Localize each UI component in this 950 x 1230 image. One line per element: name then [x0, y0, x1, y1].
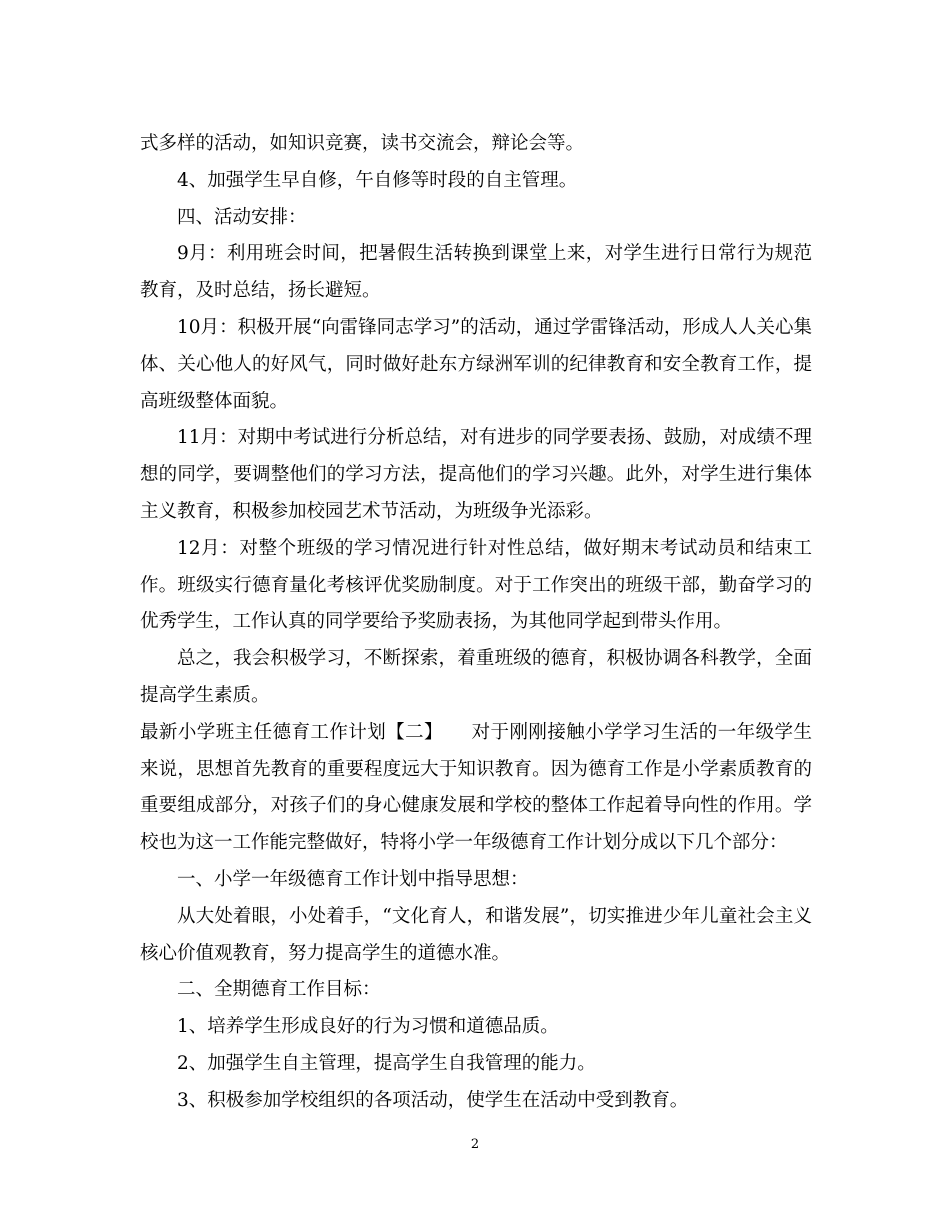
paragraph-2: 4、加强学生早自修，午自修等时段的自主管理。	[177, 169, 578, 191]
paragraph-plan-two-intro: 最新小学班主任德育工作计划【二】 对于刚刚接触小学学习生活的一年级学生来说，思想首先教育的重要程度远大于知识教育。因为德育工作是小学素质教育的重要组成部分，对孩子们的身心健康发展和学校的整体工作起着导向性的作用。学校也为这一工作能完整做好，特将小学一年级德育工作计划分成以下几个部分：	[140, 721, 812, 854]
paragraph-summary: 总之，我会积极学习，不断探索，着重班级的德育，积极协调各科教学，全面提高学生素质。	[140, 648, 812, 706]
goal-item-1: 1、培养学生形成良好的行为习惯和道德品质。	[177, 1016, 559, 1038]
goal-item-2: 2、加强学生自主管理，提高学生自我管理的能力。	[177, 1052, 596, 1074]
page-number: 2	[470, 1137, 480, 1152]
paragraph-november: 11月：对期中考试进行分析总结，对有进步的同学要表扬、鼓励，对成绩不理想的同学，要调整他们的学习方法，提高他们的学习兴趣。此外，对学生进行集体主义教育，积极参加校园艺术节活动，为班级争光添彩。	[140, 427, 812, 522]
paragraph-december: 12月：对整个班级的学习情况进行针对性总结，做好期末考试动员和结束工作。班级实行德育量化考核评优奖励制度。对于工作突出的班级干部，勤奋学习的优秀学生，工作认真的同学要给予奖励表扬，为其他同学起到带头作用。	[140, 537, 812, 633]
section-heading-guiding-ideology: 一、小学一年级德育工作计划中指导思想：	[177, 868, 529, 890]
paragraph-1: 式多样的活动，如知识竞赛，读书交流会，辩论会等。	[140, 133, 585, 154]
paragraph-september: 9月：利用班会时间，把暑假生活转换到课堂上来，对学生进行日常行为规范教育，及时总结，扬长避短。	[140, 243, 812, 302]
goal-item-3: 3、积极参加学校组织的各项活动，使学生在活动中受到教育。	[177, 1089, 689, 1111]
paragraph-october: 10月：积极开展“向雷锋同志学习”的活动，通过学雷锋活动，形成人人关心集体、关心他人的好风气，同时做好赴东方绿洲军训的纪律教育和安全教育工作，提高班级整体面貌。	[140, 316, 812, 412]
section-heading-activities: 四、活动安排：	[177, 206, 307, 228]
paragraph-guiding-ideology: 从大处着眼，小处着手，“文化育人，和谐发展”，切实推进少年儿童社会主义核心价值观教育，努力提高学生的道德水准。	[140, 905, 812, 964]
body-text	[140, 126, 812, 1120]
section-heading-goals: 二、全期德育工作目标：	[177, 979, 381, 1001]
